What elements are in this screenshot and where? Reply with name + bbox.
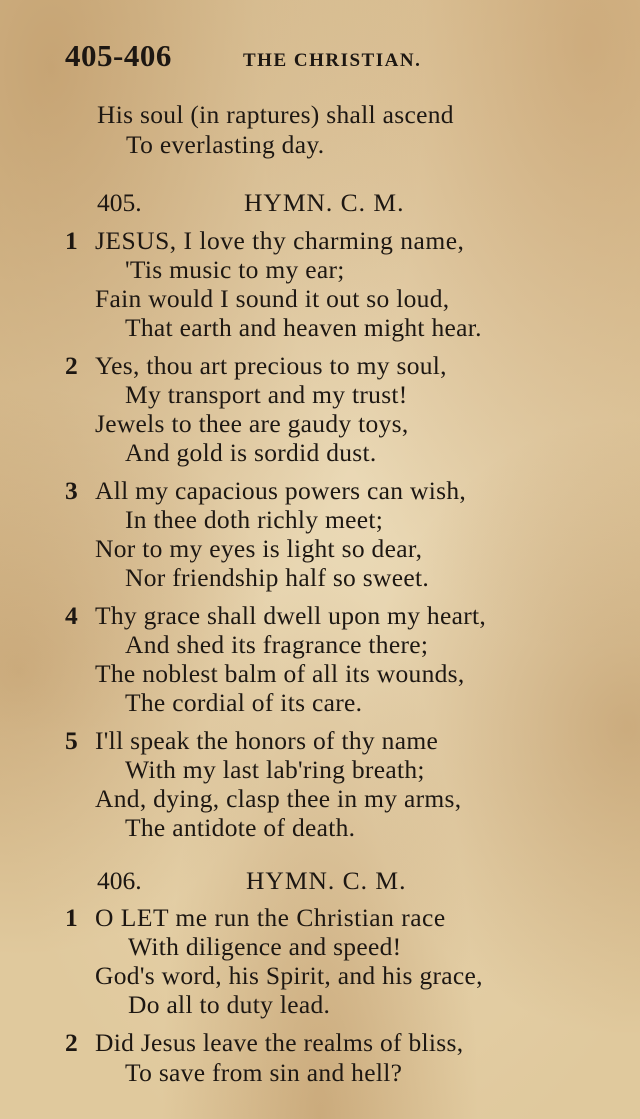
verse-line: And, dying, clasp thee in my arms, (95, 784, 462, 813)
verse-line: I'll speak the honors of thy name (95, 726, 439, 755)
verse-line: JESUS, I love thy charming name, (95, 226, 465, 255)
verse-number: 5 (65, 726, 78, 755)
verse-line: Thy grace shall dwell upon my heart, (95, 601, 487, 630)
verse-line: Nor to my eyes is light so dear, (95, 534, 423, 563)
verse-line: In thee doth richly meet; (125, 505, 384, 534)
verse-number: 1 (65, 903, 78, 932)
verse-line: Nor friendship half so sweet. (125, 563, 430, 592)
verse-line: With diligence and speed! (128, 932, 402, 961)
verse-line: O LET me run the Christian race (95, 903, 446, 932)
verse-line: Jewels to thee are gaudy toys, (95, 409, 409, 438)
verse-line: All my capacious powers can wish, (95, 476, 467, 505)
verse-line: And shed its fragrance there; (125, 630, 429, 659)
verse-number: 4 (65, 601, 78, 630)
book-title: THE CHRISTIAN. (243, 50, 422, 71)
verse-line: To save from sin and hell? (125, 1058, 403, 1087)
verse-number: 3 (65, 476, 78, 505)
continuation-line: His soul (in raptures) shall ascend (97, 100, 454, 129)
verse-line: That earth and heaven might hear. (125, 313, 482, 342)
verse-line: The noblest balm of all its wounds, (95, 659, 465, 688)
verse-line: My transport and my trust! (125, 380, 408, 409)
verse-line: God's word, his Spirit, and his grace, (95, 961, 483, 990)
verse-number: 1 (65, 226, 78, 255)
verse-line: The antidote of death. (125, 813, 356, 842)
verse-number: 2 (65, 351, 78, 380)
verse-line: And gold is sordid dust. (125, 438, 377, 467)
verse-line: Fain would I sound it out so loud, (95, 284, 450, 313)
verse-line: 'Tis music to my ear; (125, 255, 345, 284)
verse-line: Yes, thou art precious to my soul, (95, 351, 447, 380)
verse-number: 2 (65, 1028, 78, 1057)
hymn-number: 406. (97, 866, 142, 895)
hymn-heading: HYMN. C. M. (244, 188, 405, 217)
verse-line: Did Jesus leave the realms of bliss, (95, 1028, 464, 1057)
hymn-number: 405. (97, 188, 142, 217)
verse-line: Do all to duty lead. (128, 990, 331, 1019)
continuation-line: To everlasting day. (126, 130, 325, 159)
verse-line: The cordial of its care. (125, 688, 363, 717)
verse-line: With my last lab'ring breath; (125, 755, 425, 784)
hymn-heading: HYMN. C. M. (246, 866, 407, 895)
page-range: 405-406 (65, 38, 172, 73)
